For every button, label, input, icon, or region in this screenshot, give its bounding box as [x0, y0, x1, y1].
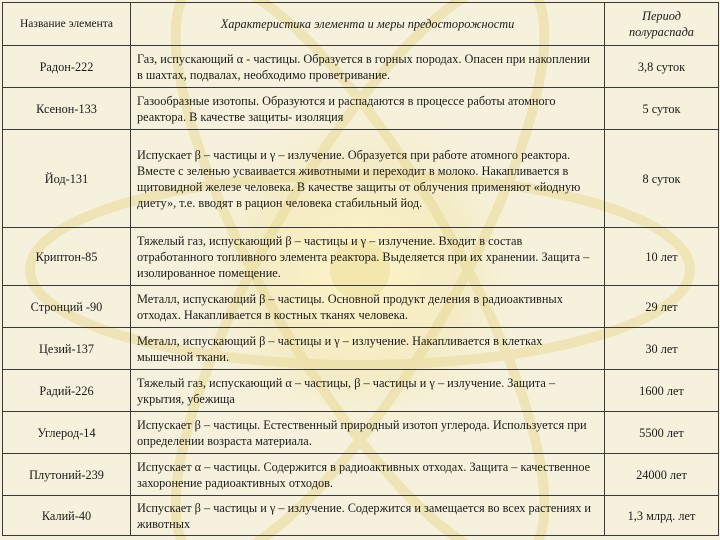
element-description: Металл, испускающий β – частицы. Основной продукт деления в радиоактивных отходах. Накапливается в костных тканях человека. [131, 286, 605, 328]
element-description: Испускает β – частицы и γ – излучение. Содержится и замещается во всех растениях и животных [131, 496, 605, 536]
table-row [3, 370, 719, 412]
half-life: 10 лет [605, 228, 719, 286]
header-description: Характеристика элемента и меры предосторожности [131, 3, 605, 46]
element-description: Тяжелый газ, испускающий α – частицы, β – частицы и γ – излучение. Защита – укрытия, убежища [131, 370, 605, 412]
table-row [3, 286, 719, 328]
element-description: Испускает β – частицы. Естественный природный изотоп углерода. Используется при определении возраста материала. [131, 412, 605, 454]
header-row [3, 3, 719, 46]
element-name: Криптон-85 [3, 228, 131, 286]
table-row [3, 130, 719, 228]
half-life: 5500 лет [605, 412, 719, 454]
table-row [3, 328, 719, 370]
header-name: Название элемента [3, 3, 131, 46]
element-description: Газ, испускающий α - частицы. Образуется в горных породах. Опасен при накоплении в шахтах, подвалах, необходимо проветривание. [131, 46, 605, 88]
element-name: Калий-40 [3, 496, 131, 536]
table-row [3, 228, 719, 286]
element-name: Йод-131 [3, 130, 131, 228]
half-life: 30 лет [605, 328, 719, 370]
element-description: Газообразные изотопы. Образуются и распадаются в процессе работы атомного реактора. В качестве защиты- изоляция [131, 88, 605, 130]
half-life: 24000 лет [605, 454, 719, 496]
element-name: Радий-226 [3, 370, 131, 412]
half-life: 29 лет [605, 286, 719, 328]
element-name: Радон-222 [3, 46, 131, 88]
element-description: Тяжелый газ, испускающий β – частицы и γ – излучение. Входит в состав отработанного топливного элемента реактора. Выделяется при их хранении. Защита – изолированное помещение. [131, 228, 605, 286]
table-row [3, 46, 719, 88]
element-name: Цезий-137 [3, 328, 131, 370]
table-row [3, 88, 719, 130]
header-period: Период полураспада [605, 3, 719, 46]
element-description: Металл, испускающий β – частицы и γ – излучение. Накапливается в клетках мышечной ткани. [131, 328, 605, 370]
half-life: 8 суток [605, 130, 719, 228]
half-life: 3,8 суток [605, 46, 719, 88]
half-life: 1600 лет [605, 370, 719, 412]
element-name: Углерод-14 [3, 412, 131, 454]
table-row [3, 454, 719, 496]
half-life: 1,3 млрд. лет [605, 496, 719, 536]
element-description: Испускает β – частицы и γ – излучение. Образуется при работе атомного реактора. Вместе с зеленью усваивается животными и переходит в молоко. Накапливается в щитовидной железе человека. В качестве защиты от облучения применяют «йодную диету», т.е. вводят в рацион человека стабильный йод. [131, 130, 605, 228]
element-name: Ксенон-133 [3, 88, 131, 130]
table-row [3, 496, 719, 536]
element-name: Стронций -90 [3, 286, 131, 328]
element-name: Плутоний-239 [3, 454, 131, 496]
element-description: Испускает α – частицы. Содержится в радиоактивных отходах. Защита – качественное захоронение радиоактивных отходов. [131, 454, 605, 496]
isotope-table [2, 2, 719, 536]
table-row [3, 412, 719, 454]
half-life: 5 суток [605, 88, 719, 130]
